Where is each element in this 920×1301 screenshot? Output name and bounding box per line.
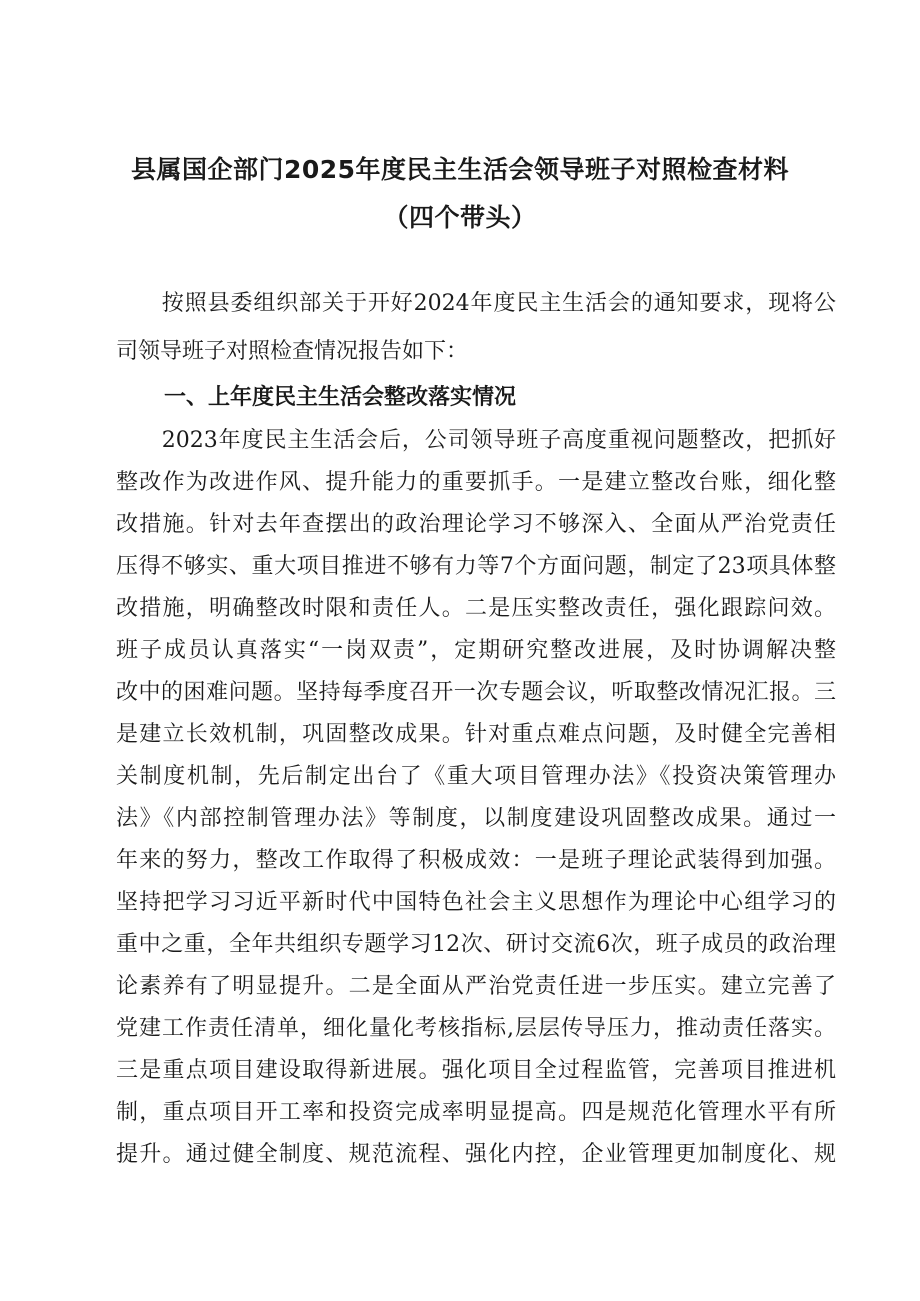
body-line: 关制度机制，先后制定出台了《重大项目管理办法》《投资决策管理办 [116, 764, 836, 789]
document-subtitle: （四个带头） [383, 203, 537, 232]
body-line: 改中的困难问题。坚持每季度召开一次专题会议，听取整改情况汇报。三 [116, 680, 836, 705]
body-line: 提升。通过健全制度、规范流程、强化内控，企业管理更加制度化、规 [116, 1142, 836, 1167]
body-line: 改措施。针对去年查摆出的政治理论学习不够深入、全面从严治党责任 [116, 512, 836, 537]
body-line: 重中之重，全年共组织专题学习12次、研讨交流6次，班子成员的政治理 [116, 932, 836, 957]
body-line: 整改作为改进作风、提升能力的重要抓手。一是建立整改台账，细化整 [116, 470, 836, 495]
section-heading: 一、上年度民主生活会整改落实情况 [164, 385, 517, 410]
body-line: 2023年度民主生活会后，公司领导班子高度重视问题整改，把抓好 [116, 428, 836, 453]
body-line: 党建工作责任清单，细化量化考核指标,层层传导压力，推动责任落实。 [116, 1016, 836, 1041]
body-line: 三是重点项目建设取得新进展。强化项目全过程监管，完善项目推进机 [116, 1058, 836, 1083]
body-line: 坚持把学习习近平新时代中国特色社会主义思想作为理论中心组学习的 [116, 890, 836, 915]
body-line: 改措施，明确整改时限和责任人。二是压实整改责任，强化跟踪问效。 [116, 596, 836, 621]
body-line: 班子成员认真落实“一岗双责”，定期研究整改进展，及时协调解决整 [116, 638, 836, 663]
document-title: 县属国企部门2025年度民主生活会领导班子对照检查材料 [130, 155, 790, 184]
body-line: 是建立长效机制，巩固整改成果。针对重点难点问题，及时健全完善相 [116, 722, 836, 747]
body-line: 论素养有了明显提升。二是全面从严治党责任进一步压实。建立完善了 [116, 974, 836, 999]
body-line: 压得不够实、重大项目推进不够有力等7个方面问题，制定了23项具体整 [116, 554, 836, 579]
intro-line: 司领导班子对照检查情况报告如下： [116, 339, 469, 364]
body-line: 法》《内部控制管理办法》等制度，以制度建设巩固整改成果。通过一 [116, 806, 836, 831]
intro-line: 按照县委组织部关于开好2024年度民主生活会的通知要求，现将公 [116, 291, 836, 316]
body-line: 制，重点项目开工率和投资完成率明显提高。四是规范化管理水平有所 [116, 1100, 836, 1125]
body-line: 年来的努力，整改工作取得了积极成效：一是班子理论武装得到加强。 [116, 848, 836, 873]
